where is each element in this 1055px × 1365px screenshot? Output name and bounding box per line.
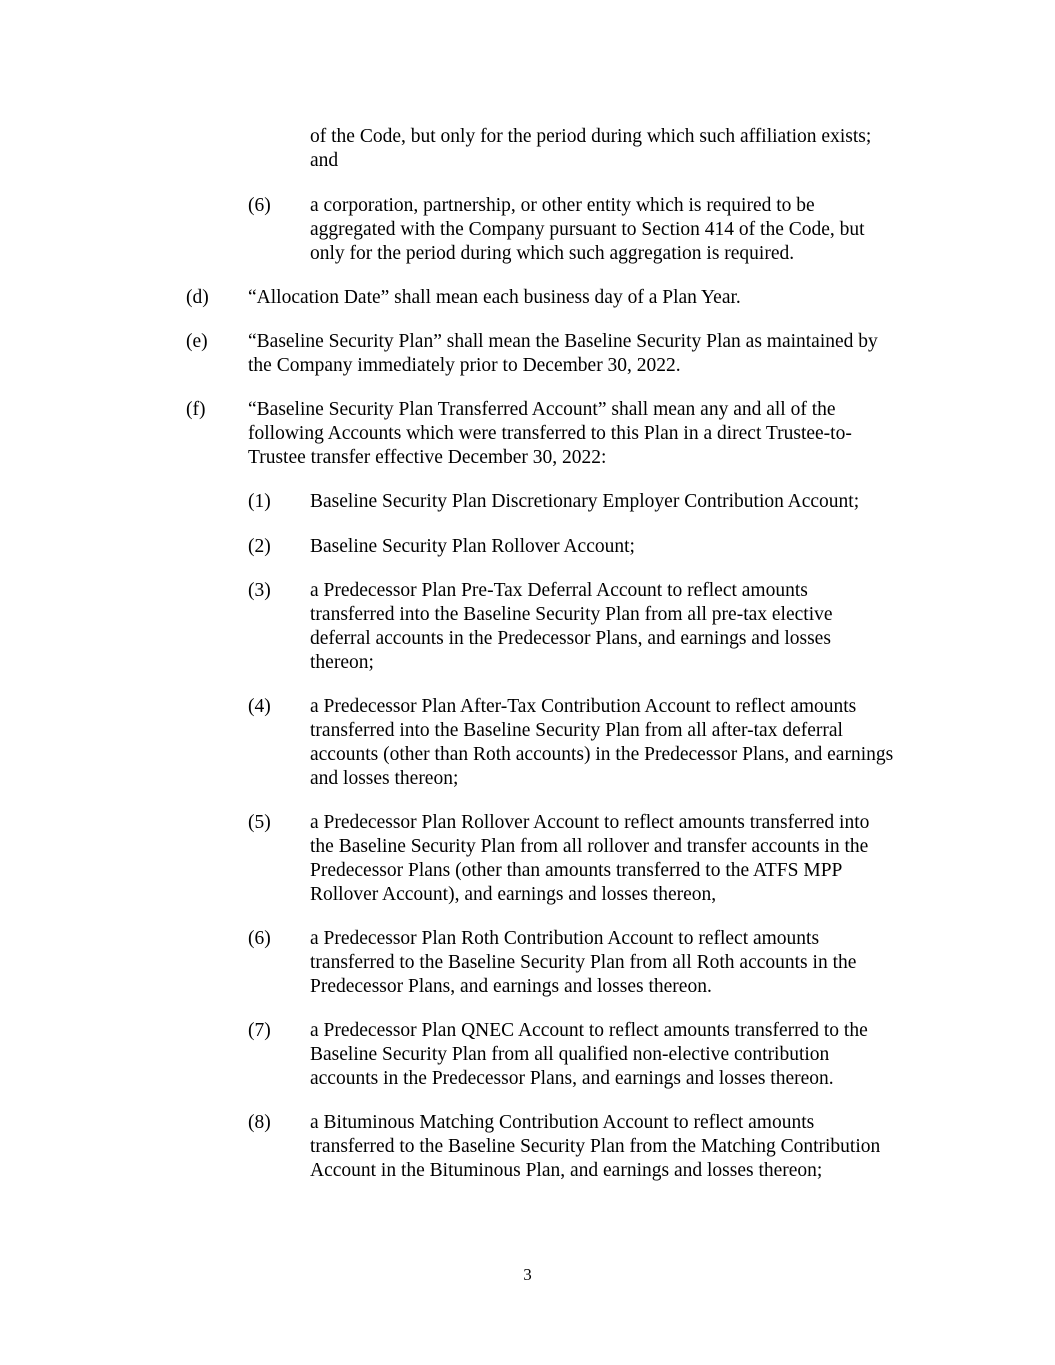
text-line: a Predecessor Plan Pre-Tax Deferral Account to reflect amounts: [310, 580, 808, 601]
item-number: (7): [248, 1020, 271, 1041]
text-line: a Bituminous Matching Contribution Account to reflect amounts: [310, 1112, 815, 1133]
text-line: Baseline Security Plan Rollover Account;: [310, 536, 635, 557]
item-text: [310, 1019, 868, 1091]
text-line: a corporation, partnership, or other entity which is required to be: [310, 195, 815, 216]
definition-letter: (f): [186, 399, 206, 420]
text-line: aggregated with the Company pursuant to Section 414 of the Code, but: [310, 219, 865, 240]
text-line: Trustee transfer effective December 30, 2022:: [248, 447, 607, 468]
item-number: (5): [248, 812, 271, 833]
clause-number: (6): [248, 195, 271, 216]
text-line: transferred to the Baseline Security Plan from all Roth accounts in the: [310, 952, 857, 973]
clause-text: [310, 194, 865, 266]
page-number: 3: [523, 1265, 532, 1284]
text-line: a Predecessor Plan QNEC Account to reflect amounts transferred to the: [310, 1020, 868, 1041]
item-number: (3): [248, 580, 271, 601]
item-text: [310, 927, 856, 999]
text-line: accounts in the Predecessor Plans, and earnings and losses thereon.: [310, 1068, 834, 1089]
definition-text: [248, 398, 852, 470]
text-line: deferral accounts in the Predecessor Plans, and earnings and losses: [310, 628, 831, 649]
text-line: and: [310, 150, 339, 171]
text-line: transferred to the Baseline Security Plan from the Matching Contribution: [310, 1136, 881, 1157]
definition-text: [248, 286, 741, 310]
text-line: “Allocation Date” shall mean each business day of a Plan Year.: [248, 287, 741, 308]
paragraph-text: [310, 125, 871, 173]
item-number: (2): [248, 536, 271, 557]
text-line: only for the period during which such aggregation is required.: [310, 243, 795, 264]
text-line: “Baseline Security Plan Transferred Account” shall mean any and all of the: [248, 399, 836, 420]
text-line: accounts (other than Roth accounts) in the Predecessor Plans, and earnings: [310, 744, 894, 765]
item-text: [310, 579, 833, 675]
item-text: [310, 811, 869, 907]
text-line: transferred into the Baseline Security Plan from all after-tax deferral: [310, 720, 843, 741]
text-line: a Predecessor Plan Rollover Account to reflect amounts transferred into: [310, 812, 870, 833]
text-line: Rollover Account), and earnings and losses thereon,: [310, 884, 717, 905]
item-text: [310, 1111, 880, 1183]
text-line: “Baseline Security Plan” shall mean the Baseline Security Plan as maintained by: [248, 331, 878, 352]
item-text: [310, 695, 893, 791]
definition-text: [248, 330, 878, 378]
text-line: the Baseline Security Plan from all rollover and transfer accounts in the: [310, 836, 869, 857]
text-line: of the Code, but only for the period during which such affiliation exists;: [310, 126, 872, 147]
text-line: Predecessor Plans (other than amounts transferred to the ATFS MPP: [310, 860, 843, 881]
text-line: a Predecessor Plan After-Tax Contribution Account to reflect amounts: [310, 696, 857, 717]
text-line: thereon;: [310, 652, 374, 673]
definition-letter: (d): [186, 287, 209, 308]
text-line: the Company immediately prior to December 30, 2022.: [248, 355, 681, 376]
text-line: Baseline Security Plan Discretionary Employer Contribution Account;: [310, 491, 860, 512]
text-line: a Predecessor Plan Roth Contribution Account to reflect amounts: [310, 928, 820, 949]
text-line: Baseline Security Plan from all qualified non-elective contribution: [310, 1044, 830, 1065]
text-line: Predecessor Plans, and earnings and losses thereon.: [310, 976, 712, 997]
definition-letter: (e): [186, 331, 208, 352]
item-number: (4): [248, 696, 271, 717]
text-line: Account in the Bituminous Plan, and earnings and losses thereon;: [310, 1160, 823, 1181]
text-line: following Accounts which were transferred to this Plan in a direct Trustee-to-: [248, 423, 852, 444]
item-number: (8): [248, 1112, 271, 1133]
item-number: (6): [248, 928, 271, 949]
text-line: transferred into the Baseline Security Plan from all pre-tax elective: [310, 604, 833, 625]
item-text: [310, 490, 859, 514]
item-text: [310, 535, 635, 559]
text-line: and losses thereon;: [310, 768, 459, 789]
item-number: (1): [248, 491, 271, 512]
